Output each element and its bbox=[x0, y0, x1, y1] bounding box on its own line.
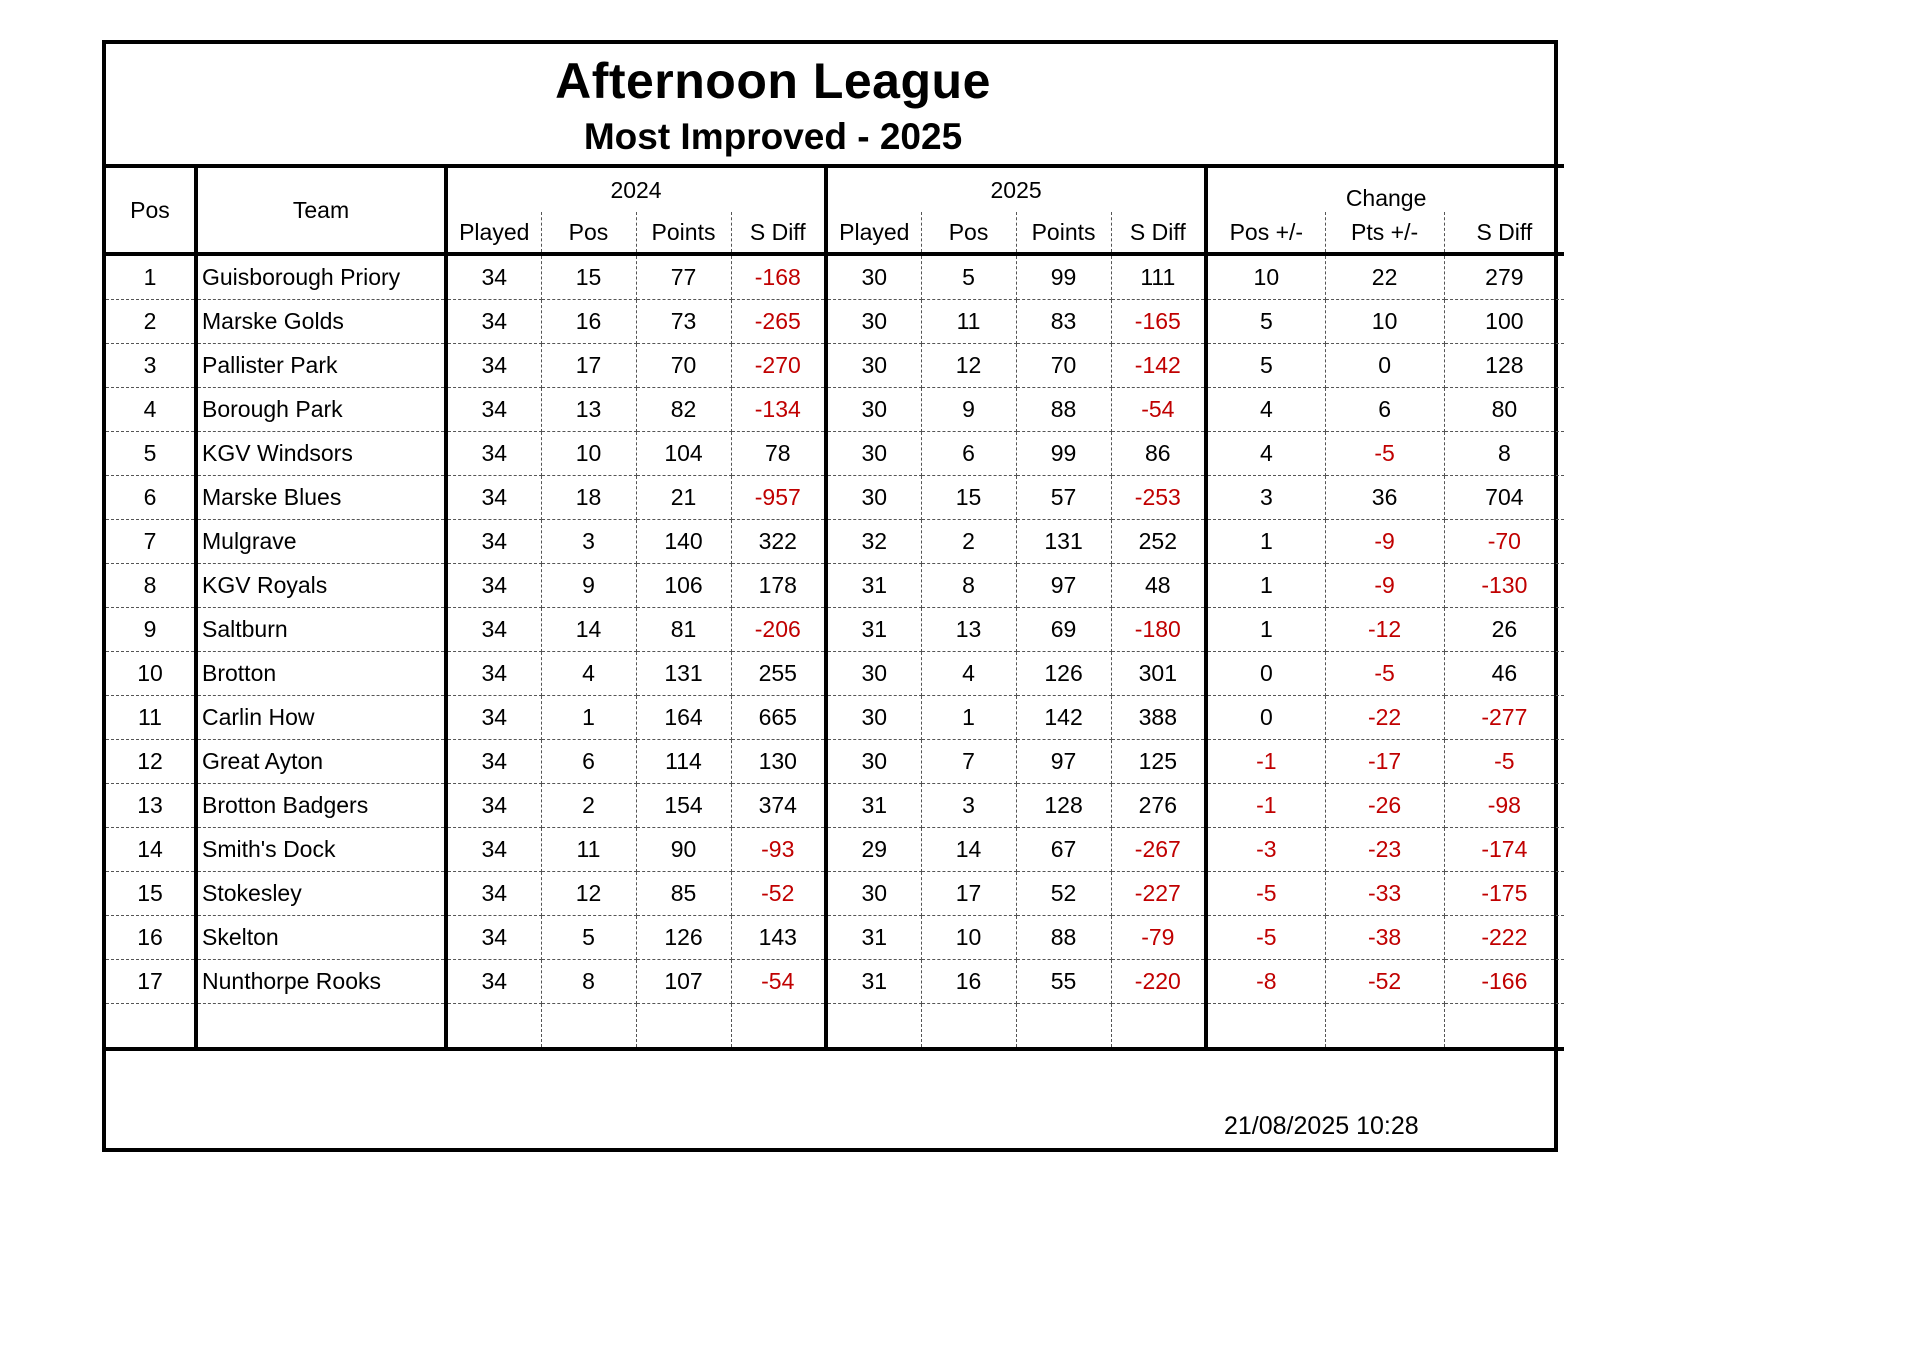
cell-2025-points: 83 bbox=[1016, 300, 1111, 344]
cell-change-pts: -9 bbox=[1325, 564, 1444, 608]
cell-2025-sdiff: -267 bbox=[1111, 828, 1206, 872]
cell-2025-pos: 13 bbox=[921, 608, 1016, 652]
cell-2025-points: 142 bbox=[1016, 696, 1111, 740]
header-2025-sdiff: S Diff bbox=[1111, 212, 1206, 254]
cell-pos: 9 bbox=[106, 608, 196, 652]
cell-2024-pos: 15 bbox=[541, 254, 636, 300]
cell-2024-played bbox=[446, 1004, 541, 1050]
cell-2024-pos bbox=[541, 1004, 636, 1050]
table-row bbox=[106, 916, 1564, 960]
cell-2025-pos: 15 bbox=[921, 476, 1016, 520]
cell-change-pts: -52 bbox=[1325, 960, 1444, 1004]
header-2024-sdiff: S Diff bbox=[731, 212, 826, 254]
cell-2025-sdiff: -253 bbox=[1111, 476, 1206, 520]
cell-2024-played: 34 bbox=[446, 960, 541, 1004]
cell-change-pts: 22 bbox=[1325, 254, 1444, 300]
cell-2025-points: 69 bbox=[1016, 608, 1111, 652]
table-row bbox=[106, 608, 1564, 652]
cell-change-sdiff: -175 bbox=[1444, 872, 1564, 916]
cell-2025-pos: 9 bbox=[921, 388, 1016, 432]
cell-pos: 10 bbox=[106, 652, 196, 696]
cell-change-pts: 6 bbox=[1325, 388, 1444, 432]
cell-change-sdiff: 128 bbox=[1444, 344, 1564, 388]
cell-2024-played: 34 bbox=[446, 828, 541, 872]
cell-2025-pos: 17 bbox=[921, 872, 1016, 916]
table-body bbox=[106, 254, 1564, 1049]
cell-change-pos: 1 bbox=[1206, 608, 1325, 652]
cell-2025-pos: 16 bbox=[921, 960, 1016, 1004]
cell-2025-sdiff: 301 bbox=[1111, 652, 1206, 696]
cell-2024-sdiff: 143 bbox=[731, 916, 826, 960]
cell-2025-sdiff: -227 bbox=[1111, 872, 1206, 916]
table-row bbox=[106, 254, 1564, 300]
cell-2024-sdiff: -270 bbox=[731, 344, 826, 388]
cell-2025-played: 30 bbox=[826, 872, 921, 916]
cell-2024-played: 34 bbox=[446, 740, 541, 784]
cell-pos: 16 bbox=[106, 916, 196, 960]
cell-change-pos: 0 bbox=[1206, 652, 1325, 696]
cell-pos: 15 bbox=[106, 872, 196, 916]
cell-2025-played: 30 bbox=[826, 432, 921, 476]
cell-2024-points: 81 bbox=[636, 608, 731, 652]
cell-pos: 2 bbox=[106, 300, 196, 344]
header-group-2025: 2025 bbox=[826, 166, 1206, 212]
cell-2025-played bbox=[826, 1004, 921, 1050]
cell-2024-pos: 2 bbox=[541, 784, 636, 828]
table-row bbox=[106, 960, 1564, 1004]
table-row bbox=[106, 828, 1564, 872]
cell-change-sdiff: -70 bbox=[1444, 520, 1564, 564]
cell-2024-sdiff: -134 bbox=[731, 388, 826, 432]
cell-2024-played: 34 bbox=[446, 608, 541, 652]
cell-change-sdiff: -166 bbox=[1444, 960, 1564, 1004]
cell-2025-sdiff: -220 bbox=[1111, 960, 1206, 1004]
cell-change-pts: -38 bbox=[1325, 916, 1444, 960]
cell-2024-sdiff: 322 bbox=[731, 520, 826, 564]
cell-2025-played: 30 bbox=[826, 652, 921, 696]
cell-change-pos: -1 bbox=[1206, 740, 1325, 784]
cell-team: Pallister Park bbox=[196, 344, 446, 388]
cell-change-sdiff: 8 bbox=[1444, 432, 1564, 476]
cell-2025-sdiff: 111 bbox=[1111, 254, 1206, 300]
cell-2025-points: 88 bbox=[1016, 916, 1111, 960]
cell-team: Borough Park bbox=[196, 388, 446, 432]
cell-2024-points: 131 bbox=[636, 652, 731, 696]
cell-2024-sdiff: 178 bbox=[731, 564, 826, 608]
cell-2025-points: 97 bbox=[1016, 564, 1111, 608]
cell-2024-played: 34 bbox=[446, 696, 541, 740]
cell-2025-points: 55 bbox=[1016, 960, 1111, 1004]
cell-2024-sdiff: 130 bbox=[731, 740, 826, 784]
cell-2025-pos: 5 bbox=[921, 254, 1016, 300]
cell-2024-sdiff: -957 bbox=[731, 476, 826, 520]
cell-change-pts: -22 bbox=[1325, 696, 1444, 740]
cell-2025-pos: 7 bbox=[921, 740, 1016, 784]
page-subtitle: Most Improved - 2025 bbox=[583, 116, 963, 157]
header-change-pts: Pts +/- bbox=[1325, 212, 1444, 254]
cell-2024-sdiff: 78 bbox=[731, 432, 826, 476]
cell-2024-points: 82 bbox=[636, 388, 731, 432]
cell-2024-points: 126 bbox=[636, 916, 731, 960]
cell-2024-pos: 14 bbox=[541, 608, 636, 652]
cell-change-sdiff: 279 bbox=[1444, 254, 1564, 300]
cell-change-pts: -23 bbox=[1325, 828, 1444, 872]
cell-2024-points: 73 bbox=[636, 300, 731, 344]
cell-team: Guisborough Priory bbox=[196, 254, 446, 300]
cell-team: Stokesley bbox=[196, 872, 446, 916]
cell-pos: 6 bbox=[106, 476, 196, 520]
cell-team: Nunthorpe Rooks bbox=[196, 960, 446, 1004]
cell-2025-sdiff: -180 bbox=[1111, 608, 1206, 652]
cell-change-pos bbox=[1206, 1004, 1325, 1050]
cell-2024-played: 34 bbox=[446, 388, 541, 432]
cell-2025-points: 88 bbox=[1016, 388, 1111, 432]
cell-pos: 17 bbox=[106, 960, 196, 1004]
cell-2025-points: 131 bbox=[1016, 520, 1111, 564]
cell-2024-sdiff: 374 bbox=[731, 784, 826, 828]
table-row bbox=[106, 300, 1564, 344]
cell-2025-points: 57 bbox=[1016, 476, 1111, 520]
cell-2024-played: 34 bbox=[446, 300, 541, 344]
header-group-change: Change bbox=[1206, 166, 1564, 212]
cell-change-pts: 36 bbox=[1325, 476, 1444, 520]
cell-2025-played: 30 bbox=[826, 254, 921, 300]
table-row bbox=[106, 520, 1564, 564]
cell-pos: 5 bbox=[106, 432, 196, 476]
cell-2024-sdiff: -206 bbox=[731, 608, 826, 652]
cell-2024-points: 90 bbox=[636, 828, 731, 872]
cell-2024-points: 21 bbox=[636, 476, 731, 520]
header-2024-pos: Pos bbox=[541, 212, 636, 254]
cell-2025-played: 30 bbox=[826, 696, 921, 740]
cell-change-pts: -26 bbox=[1325, 784, 1444, 828]
cell-change-pts: -33 bbox=[1325, 872, 1444, 916]
cell-2025-sdiff: -79 bbox=[1111, 916, 1206, 960]
header-team: Team bbox=[196, 166, 446, 254]
table-row bbox=[106, 432, 1564, 476]
table-row bbox=[106, 740, 1564, 784]
cell-2024-pos: 12 bbox=[541, 872, 636, 916]
cell-2024-sdiff: 665 bbox=[731, 696, 826, 740]
cell-2024-points: 70 bbox=[636, 344, 731, 388]
cell-team: Carlin How bbox=[196, 696, 446, 740]
cell-2024-played: 34 bbox=[446, 254, 541, 300]
cell-2024-played: 34 bbox=[446, 344, 541, 388]
cell-2024-pos: 3 bbox=[541, 520, 636, 564]
cell-2024-sdiff: -52 bbox=[731, 872, 826, 916]
cell-pos bbox=[106, 1004, 196, 1050]
cell-2024-points: 106 bbox=[636, 564, 731, 608]
table-row bbox=[106, 652, 1564, 696]
cell-2024-sdiff: 255 bbox=[731, 652, 826, 696]
cell-change-pos: -8 bbox=[1206, 960, 1325, 1004]
table-row-blank bbox=[106, 1004, 1564, 1050]
cell-team: Smith's Dock bbox=[196, 828, 446, 872]
cell-change-pts: -9 bbox=[1325, 520, 1444, 564]
cell-2025-pos: 14 bbox=[921, 828, 1016, 872]
table-row bbox=[106, 344, 1564, 388]
cell-change-pts: 10 bbox=[1325, 300, 1444, 344]
cell-2024-sdiff: -93 bbox=[731, 828, 826, 872]
cell-2025-sdiff: 252 bbox=[1111, 520, 1206, 564]
cell-pos: 1 bbox=[106, 254, 196, 300]
cell-2024-points: 104 bbox=[636, 432, 731, 476]
cell-2024-played: 34 bbox=[446, 520, 541, 564]
cell-2024-points: 107 bbox=[636, 960, 731, 1004]
cell-2025-pos: 10 bbox=[921, 916, 1016, 960]
header-change-pos: Pos +/- bbox=[1206, 212, 1325, 254]
cell-change-pos: 10 bbox=[1206, 254, 1325, 300]
cell-change-sdiff: 26 bbox=[1444, 608, 1564, 652]
cell-2025-sdiff: -54 bbox=[1111, 388, 1206, 432]
cell-2024-played: 34 bbox=[446, 564, 541, 608]
cell-2024-sdiff: -54 bbox=[731, 960, 826, 1004]
cell-change-pts: -5 bbox=[1325, 432, 1444, 476]
cell-2024-points: 140 bbox=[636, 520, 731, 564]
header-2025-points: Points bbox=[1016, 212, 1111, 254]
cell-change-pts: 0 bbox=[1325, 344, 1444, 388]
cell-2024-pos: 13 bbox=[541, 388, 636, 432]
cell-2025-played: 30 bbox=[826, 344, 921, 388]
cell-2024-pos: 8 bbox=[541, 960, 636, 1004]
cell-2024-pos: 18 bbox=[541, 476, 636, 520]
cell-change-pos: -5 bbox=[1206, 872, 1325, 916]
cell-pos: 11 bbox=[106, 696, 196, 740]
cell-2024-played: 34 bbox=[446, 652, 541, 696]
header-2024-played: Played bbox=[446, 212, 541, 254]
cell-2025-sdiff: -165 bbox=[1111, 300, 1206, 344]
cell-2025-pos: 2 bbox=[921, 520, 1016, 564]
cell-change-pos: 4 bbox=[1206, 432, 1325, 476]
cell-2025-pos: 11 bbox=[921, 300, 1016, 344]
cell-change-pos: 1 bbox=[1206, 520, 1325, 564]
cell-change-pts: -5 bbox=[1325, 652, 1444, 696]
table-row bbox=[106, 476, 1564, 520]
cell-2025-sdiff: 276 bbox=[1111, 784, 1206, 828]
cell-change-sdiff: -130 bbox=[1444, 564, 1564, 608]
cell-change-sdiff: -98 bbox=[1444, 784, 1564, 828]
cell-change-sdiff: 100 bbox=[1444, 300, 1564, 344]
cell-2024-points: 77 bbox=[636, 254, 731, 300]
cell-2025-pos: 6 bbox=[921, 432, 1016, 476]
header-2025-played: Played bbox=[826, 212, 921, 254]
table-row bbox=[106, 872, 1564, 916]
league-sheet bbox=[102, 40, 1558, 1152]
cell-2025-pos: 1 bbox=[921, 696, 1016, 740]
cell-change-sdiff: -174 bbox=[1444, 828, 1564, 872]
cell-2025-pos bbox=[921, 1004, 1016, 1050]
cell-2024-pos: 4 bbox=[541, 652, 636, 696]
table-row bbox=[106, 696, 1564, 740]
cell-2024-played: 34 bbox=[446, 476, 541, 520]
cell-2025-played: 31 bbox=[826, 784, 921, 828]
cell-2025-points bbox=[1016, 1004, 1111, 1050]
header-pos: Pos bbox=[106, 166, 196, 254]
cell-team: Brotton bbox=[196, 652, 446, 696]
cell-2025-pos: 12 bbox=[921, 344, 1016, 388]
cell-change-sdiff: -277 bbox=[1444, 696, 1564, 740]
cell-2025-points: 70 bbox=[1016, 344, 1111, 388]
cell-pos: 3 bbox=[106, 344, 196, 388]
cell-change-sdiff bbox=[1444, 1004, 1564, 1050]
cell-change-pos: -1 bbox=[1206, 784, 1325, 828]
cell-2024-pos: 11 bbox=[541, 828, 636, 872]
cell-2025-played: 30 bbox=[826, 476, 921, 520]
cell-team bbox=[196, 1004, 446, 1050]
cell-pos: 13 bbox=[106, 784, 196, 828]
cell-2024-pos: 9 bbox=[541, 564, 636, 608]
cell-2025-sdiff: 86 bbox=[1111, 432, 1206, 476]
cell-2025-played: 30 bbox=[826, 740, 921, 784]
cell-2025-played: 29 bbox=[826, 828, 921, 872]
cell-2025-sdiff: 48 bbox=[1111, 564, 1206, 608]
cell-2024-pos: 17 bbox=[541, 344, 636, 388]
cell-2025-played: 31 bbox=[826, 960, 921, 1004]
title-block bbox=[106, 44, 1554, 164]
cell-2025-pos: 3 bbox=[921, 784, 1016, 828]
cell-2024-pos: 5 bbox=[541, 916, 636, 960]
cell-change-sdiff: 704 bbox=[1444, 476, 1564, 520]
cell-team: Great Ayton bbox=[196, 740, 446, 784]
cell-change-pos: 1 bbox=[1206, 564, 1325, 608]
cell-team: Mulgrave bbox=[196, 520, 446, 564]
cell-2025-sdiff: -142 bbox=[1111, 344, 1206, 388]
cell-change-pos: 5 bbox=[1206, 300, 1325, 344]
cell-change-sdiff: 80 bbox=[1444, 388, 1564, 432]
cell-2025-points: 126 bbox=[1016, 652, 1111, 696]
cell-2024-points: 85 bbox=[636, 872, 731, 916]
cell-2024-sdiff: -265 bbox=[731, 300, 826, 344]
cell-2025-played: 30 bbox=[826, 300, 921, 344]
cell-team: Marske Golds bbox=[196, 300, 446, 344]
header-change-sdiff: S Diff bbox=[1444, 212, 1564, 254]
cell-change-pts: -17 bbox=[1325, 740, 1444, 784]
cell-2025-sdiff bbox=[1111, 1004, 1206, 1050]
cell-2024-sdiff: -168 bbox=[731, 254, 826, 300]
cell-2025-played: 31 bbox=[826, 916, 921, 960]
cell-change-pos: 5 bbox=[1206, 344, 1325, 388]
cell-2024-points: 154 bbox=[636, 784, 731, 828]
cell-2025-points: 97 bbox=[1016, 740, 1111, 784]
cell-2025-sdiff: 388 bbox=[1111, 696, 1206, 740]
cell-team: KGV Royals bbox=[196, 564, 446, 608]
cell-2024-pos: 16 bbox=[541, 300, 636, 344]
header-2024-points: Points bbox=[636, 212, 731, 254]
header-2025-pos: Pos bbox=[921, 212, 1016, 254]
page-title: Afternoon League bbox=[555, 53, 991, 109]
timestamp: 21/08/2025 10:28 bbox=[1224, 1112, 1419, 1140]
cell-2025-played: 32 bbox=[826, 520, 921, 564]
cell-2024-points bbox=[636, 1004, 731, 1050]
cell-2024-pos: 10 bbox=[541, 432, 636, 476]
cell-2024-played: 34 bbox=[446, 432, 541, 476]
cell-change-sdiff: 46 bbox=[1444, 652, 1564, 696]
cell-team: Skelton bbox=[196, 916, 446, 960]
cell-pos: 8 bbox=[106, 564, 196, 608]
cell-change-pts bbox=[1325, 1004, 1444, 1050]
header-group-2024: 2024 bbox=[446, 166, 826, 212]
cell-2024-played: 34 bbox=[446, 916, 541, 960]
cell-2025-pos: 8 bbox=[921, 564, 1016, 608]
cell-pos: 12 bbox=[106, 740, 196, 784]
cell-team: KGV Windsors bbox=[196, 432, 446, 476]
cell-2025-points: 52 bbox=[1016, 872, 1111, 916]
cell-2025-pos: 4 bbox=[921, 652, 1016, 696]
cell-2025-sdiff: 125 bbox=[1111, 740, 1206, 784]
cell-2025-points: 99 bbox=[1016, 432, 1111, 476]
cell-change-sdiff: -222 bbox=[1444, 916, 1564, 960]
league-table bbox=[106, 164, 1564, 1051]
cell-2025-played: 30 bbox=[826, 388, 921, 432]
cell-2024-sdiff bbox=[731, 1004, 826, 1050]
cell-team: Marske Blues bbox=[196, 476, 446, 520]
cell-change-pos: 4 bbox=[1206, 388, 1325, 432]
cell-2025-played: 31 bbox=[826, 608, 921, 652]
cell-2024-played: 34 bbox=[446, 784, 541, 828]
cell-change-pos: -5 bbox=[1206, 916, 1325, 960]
cell-2025-points: 128 bbox=[1016, 784, 1111, 828]
cell-change-pos: -3 bbox=[1206, 828, 1325, 872]
cell-2024-pos: 6 bbox=[541, 740, 636, 784]
cell-2025-played: 31 bbox=[826, 564, 921, 608]
cell-2024-pos: 1 bbox=[541, 696, 636, 740]
cell-2025-points: 67 bbox=[1016, 828, 1111, 872]
cell-pos: 4 bbox=[106, 388, 196, 432]
cell-change-pos: 3 bbox=[1206, 476, 1325, 520]
cell-change-pos: 0 bbox=[1206, 696, 1325, 740]
table-row bbox=[106, 388, 1564, 432]
cell-2024-points: 114 bbox=[636, 740, 731, 784]
cell-team: Brotton Badgers bbox=[196, 784, 446, 828]
cell-2024-points: 164 bbox=[636, 696, 731, 740]
cell-change-pts: -12 bbox=[1325, 608, 1444, 652]
cell-change-sdiff: -5 bbox=[1444, 740, 1564, 784]
cell-2024-played: 34 bbox=[446, 872, 541, 916]
table-row bbox=[106, 784, 1564, 828]
cell-pos: 14 bbox=[106, 828, 196, 872]
cell-2025-points: 99 bbox=[1016, 254, 1111, 300]
cell-pos: 7 bbox=[106, 520, 196, 564]
cell-team: Saltburn bbox=[196, 608, 446, 652]
table-row bbox=[106, 564, 1564, 608]
